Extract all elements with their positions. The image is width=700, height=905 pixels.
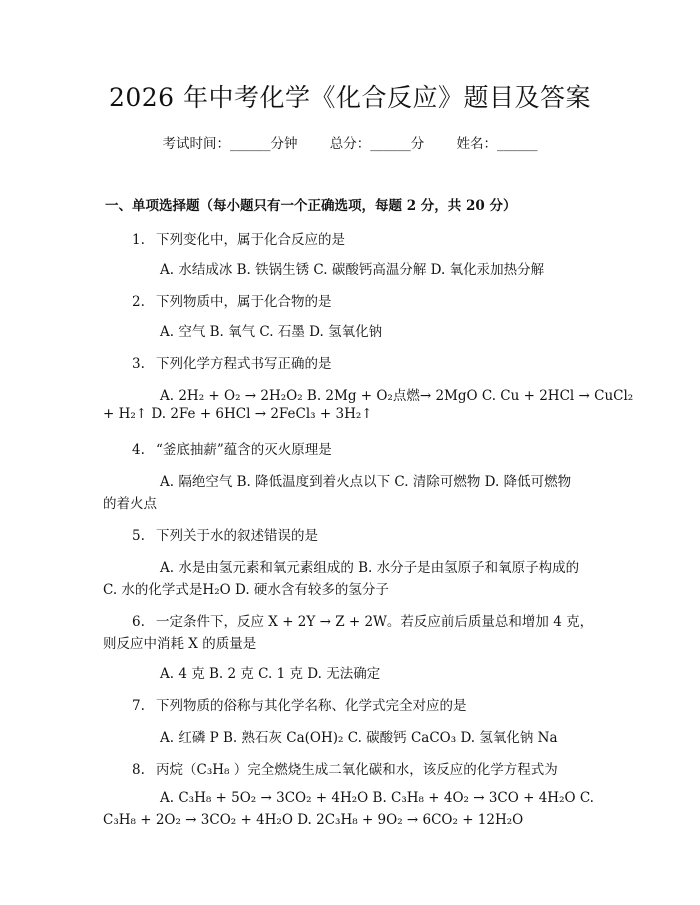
question-8 [132,758,558,778]
question-text: 下列关于水的叙述错误的是 [156,528,318,544]
question-7 [132,694,467,714]
total-score-field: 总分：______分 [329,136,425,152]
exam-info [0,132,700,152]
question-4-options: A. 隔绝空气 B. 降低温度到着火点以下 C. 清除可燃物 D. 降低可燃物 [160,474,572,490]
question-1 [132,228,345,248]
question-5 [132,524,318,544]
section-heading: 一、单项选择题（每小题只有一个正确选项，每题 2 分，共 20 分） [105,198,517,214]
question-4-options-continued: 的着火点 [103,496,157,512]
question-number: 3. [132,356,145,372]
question-5-options: A. 水是由氢元素和氧元素组成的 B. 水分子是由氢原子和氧原子构成的 [160,560,580,576]
question-number: 4. [132,442,145,458]
question-number: 6. [132,614,145,630]
question-2-options: A. 空气 B. 氧气 C. 石墨 D. 氢氧化钠 [160,324,383,340]
question-1-options: A. 水结成冰 B. 铁锅生锈 C. 碳酸钙高温分解 D. 氧化汞加热分解 [160,262,545,278]
question-text: “釜底抽薪”蕴含的灭火原理是 [156,442,332,458]
question-7-options: A. 红磷 P B. 熟石灰 Ca(OH)₂ C. 碳酸钙 CaCO₃ D. 氢氧化钠 Na [160,730,558,746]
question-text: 一定条件下，反应 X + 2Y → Z + 2W。若反应前后质量总和增加 4 克， [156,614,594,630]
student-name-field: 姓名：______ [456,136,538,152]
question-2 [132,290,332,310]
question-text: 下列变化中，属于化合反应的是 [156,232,345,248]
question-3 [132,352,332,372]
question-number: 7. [132,698,145,714]
question-number: 5. [132,528,145,544]
question-number: 8. [132,762,145,778]
question-8-options: A. C₃H₈ + 5O₂ → 3CO₂ + 4H₂O B. C₃H₈ + 4O₂ → 3CO + 4H₂O C. [160,790,594,806]
question-number: 2. [132,294,145,310]
question-3-options: A. 2H₂ + O₂ → 2H₂O₂ B. 2Mg + O₂点燃→ 2MgO C. Cu + 2HCl → CuCl₂ [160,388,634,404]
question-number: 1. [132,232,145,248]
question-text: 下列物质中，属于化合物的是 [156,294,332,310]
page-title: 2026 年中考化学《化合反应》题目及答案 [108,83,592,112]
question-6 [132,610,593,630]
question-3-options-continued: + H₂↑ D. 2Fe + 6HCl → 2FeCl₃ + 3H₂↑ [103,406,373,422]
question-6-text-continued: 则反应中消耗 X 的质量是 [103,636,257,652]
question-text: 下列化学方程式书写正确的是 [156,356,332,372]
question-text: 丙烷（C₃H₈ ）完全燃烧生成二氧化碳和水，该反应的化学方程式为 [156,762,558,778]
exam-time-field: 考试时间：______分钟 [162,136,298,152]
question-8-options-continued: C₃H₈ + 2O₂ → 3CO₂ + 4H₂O D. 2C₃H₈ + 9O₂ → 6CO₂ + 12H₂O [103,812,524,828]
question-5-options-continued: C. 水的化学式是H₂O D. 硬水含有较多的氢分子 [103,582,389,598]
question-6-options: A. 4 克 B. 2 克 C. 1 克 D. 无法确定 [160,666,381,682]
question-text: 下列物质的俗称与其化学名称、化学式完全对应的是 [156,698,467,714]
question-4 [132,438,332,458]
